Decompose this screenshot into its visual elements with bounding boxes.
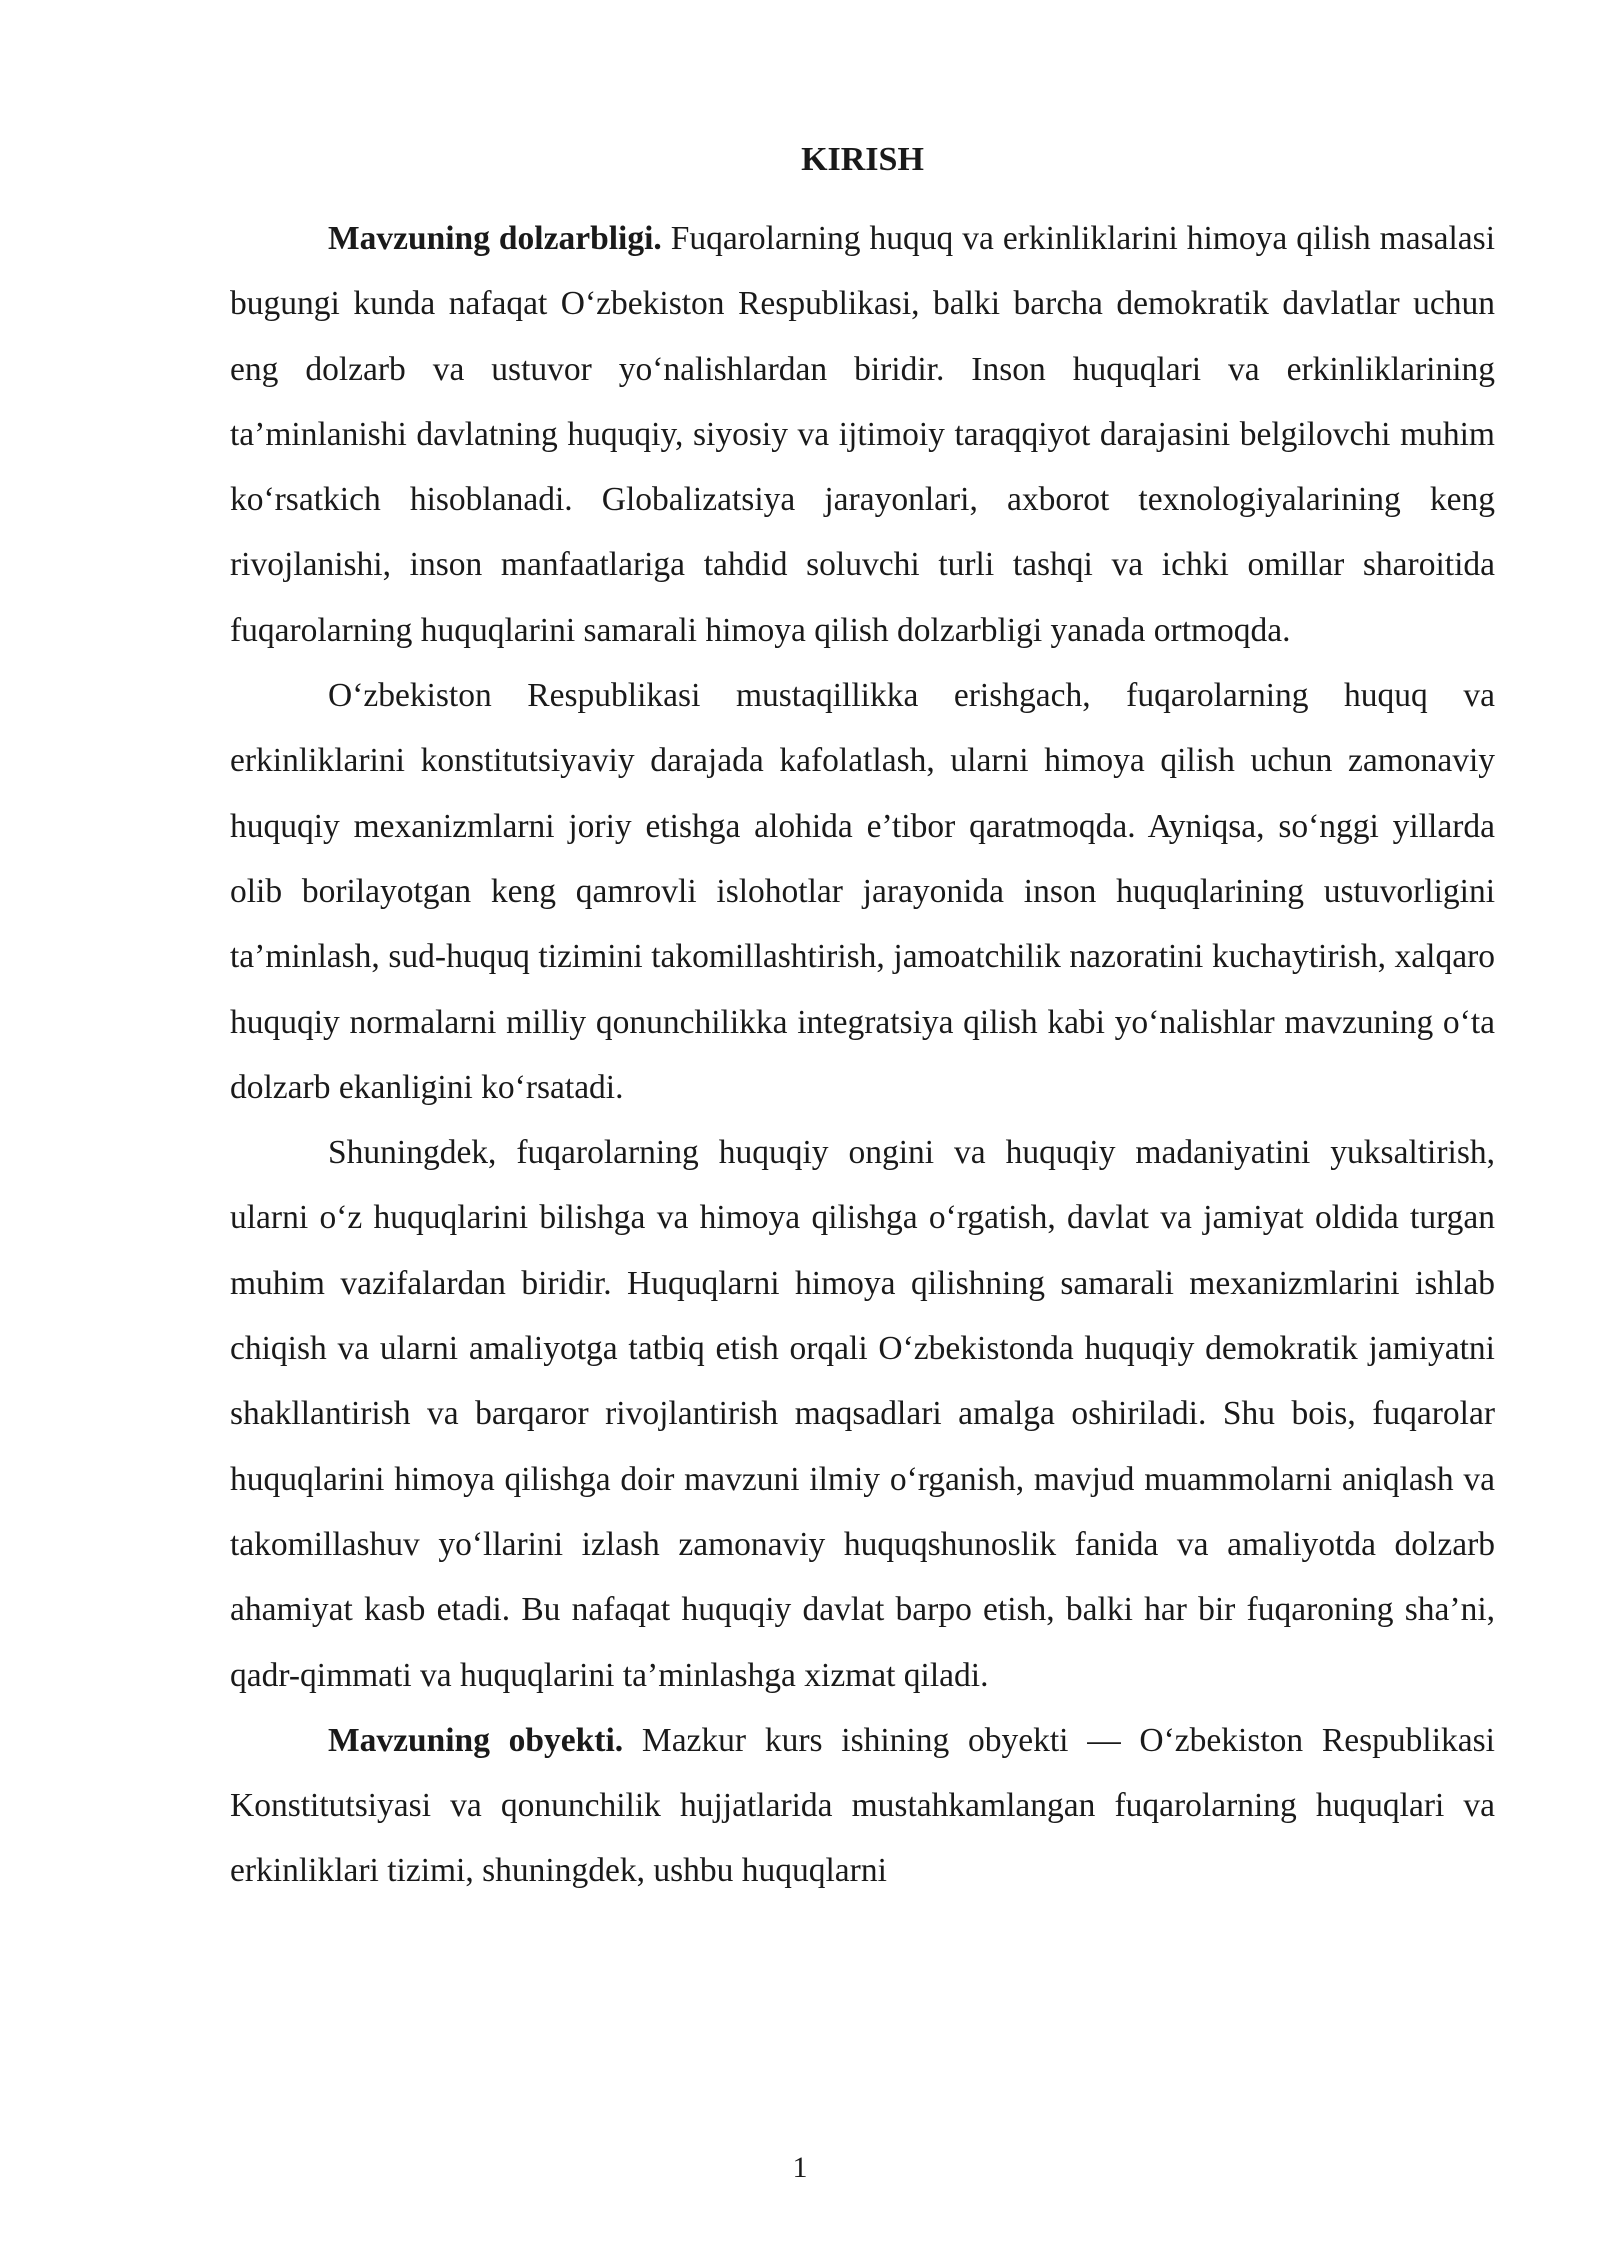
paragraph-text: O‘zbekiston Respublikasi mustaqillikka erishgach, fuqarolarning huquq va erkinliklarini konstitutsiyaviy darajada kafolatlash, ularni himoya qilish uchun zamonaviy huquqiy mexanizmlarni joriy etishga alohida e’tibor qaratmoqda. Ayniqsa, so‘nggi yillarda olib borilayotgan keng qamrovli islohotlar jarayonida inson huquqlarining ustuvorligini ta’minlash, sud-huquq tizimini takomillashtirish, jamoatchilik nazoratini kuchaytirish, xalqaro huquqiy normalarni milliy qonunchilikka integratsiya qilish kabi yo‘nalishlar mavzuning o‘ta dolzarb ekanligini ko‘rsatadi. xyxy=(230,677,1495,1106)
page-number: 1 xyxy=(792,2151,808,2184)
paragraph-lead: Mavzuning obyekti. xyxy=(328,1721,624,1759)
paragraph-lead: Mavzuning dolzarbligi. xyxy=(328,220,662,257)
paragraph-text: Mazkur kurs ishining obyekti — O‘zbekiston Respublikasi Konstitutsiyasi va qonunchilik hujjatlarida mustahkamlangan fuqarolarning huquqlari va erkinliklari tizimi, shuningdek, ushbu huquqlarni xyxy=(230,1721,1495,1890)
paragraph-body xyxy=(230,1120,1495,1708)
paragraph-object xyxy=(230,1708,1495,1904)
page-title: KIRISH xyxy=(801,141,924,178)
paragraph-body xyxy=(230,663,1495,1120)
paragraph-text: Fuqarolarning huquq va erkinliklarini himoya qilish masalasi bugungi kunda nafaqat O‘zbekiston Respublikasi, balki barcha demokratik davlatlar uchun eng dolzarb va ustuvor yo‘nalishlardan biridir. Inson huquqlari va erkinliklarining ta’minlanishi davlatning huquqiy, siyosiy va ijtimoiy taraqqiyot darajasini belgilovchi muhim ko‘rsatkich hisoblanadi. Globalizatsiya jarayonlari, axborot texnologiyalarining keng rivojlanishi, inson manfaatlariga tahdid soluvchi turli tashqi va ichki omillar sharoitida fuqarolarning huquqlarini samarali himoya qilish dolzarbligi yanada ortmoqda. xyxy=(230,220,1496,649)
document-page xyxy=(230,140,1495,1904)
paragraph-relevance xyxy=(230,206,1495,663)
paragraph-text: Shuningdek, fuqarolarning huquqiy ongini va huquqiy madaniyatini yuksaltirish, ularni o‘z huquqlarini bilishga va himoya qilishga o‘rgatish, davlat va jamiyat oldida turgan muhim vazifalardan biridir. Huquqlarni himoya qilishning samarali mexanizmlarini ishlab chiqish va ularni amaliyotga tatbiq etish orqali O‘zbekistonda huquqiy demokratik jamiyatni shakllantirish va barqaror rivojlantirish maqsadlari amalga oshiriladi. Shu bois, fuqarolar huquqlarini himoya qilishga doir mavzuni ilmiy o‘rganish, mavjud muammolarni aniqlash va takomillashuv yo‘llarini izlash zamonaviy huquqshunoslik fanida va amaliyotda dolzarb ahamiyat kasb etadi. Bu nafaqat huquqiy davlat barpo etish, balki har bir fuqaroning sha’ni, qadr-qimmati va huquqlarini ta’minlashga xizmat qiladi. xyxy=(230,1134,1495,1694)
